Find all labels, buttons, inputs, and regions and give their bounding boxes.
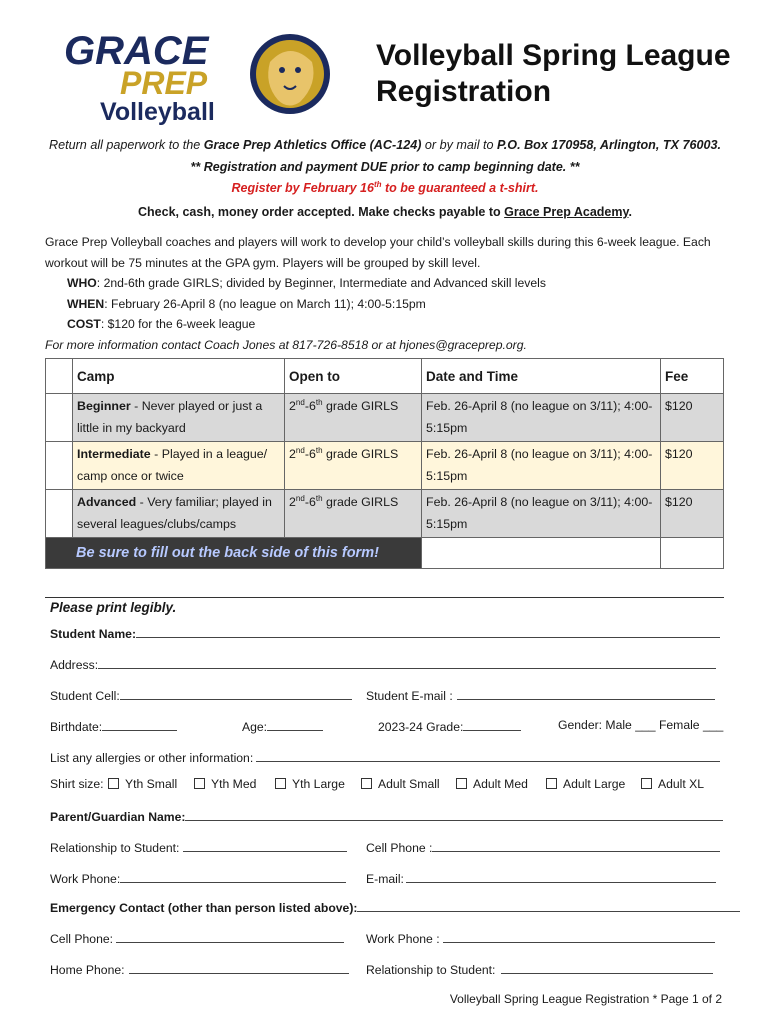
camp-cell: Beginner - Never played or just a little in my backyard bbox=[73, 394, 285, 442]
date-cell: Feb. 26-April 8 (no league on 3/11); 4:00-5:15pm bbox=[422, 490, 661, 538]
shirt-adult-med-checkbox[interactable]: Adult Med bbox=[456, 777, 528, 791]
relationship-field[interactable]: Relationship to Student: bbox=[50, 839, 347, 855]
logo-prep-text: PREP bbox=[120, 65, 208, 101]
league-description bbox=[45, 232, 735, 355]
who-line: WHO: 2nd-6th grade GIRLS; divided by Beginner, Intermediate and Advanced skill levels bbox=[67, 276, 546, 290]
emergency-work-field[interactable]: Work Phone : bbox=[366, 930, 715, 946]
page-footer: Volleyball Spring League Registration * Page 1 of 2 bbox=[449, 992, 722, 1006]
table-row bbox=[46, 490, 724, 538]
email-field[interactable]: E-mail: bbox=[366, 870, 716, 886]
shirt-size-label: Shirt size: bbox=[50, 777, 104, 791]
payment-notice: Check, cash, money order accepted. Make checks payable to Grace Prep Academy. bbox=[138, 205, 632, 219]
address-field[interactable]: Address: bbox=[50, 656, 716, 672]
table-row bbox=[46, 442, 724, 490]
shirt-yth-small-checkbox[interactable]: Yth Small bbox=[108, 777, 177, 791]
fee-cell: $120 bbox=[661, 490, 724, 538]
shirt-yth-med-checkbox[interactable]: Yth Med bbox=[194, 777, 256, 791]
shirt-yth-large-checkbox[interactable]: Yth Large bbox=[275, 777, 345, 791]
when-line: WHEN: February 26-April 8 (no league on March 11); 4:00-5:15pm bbox=[67, 296, 426, 311]
student-cell-field[interactable]: Student Cell: bbox=[50, 687, 352, 703]
emergency-relationship-field[interactable]: Relationship to Student: bbox=[366, 961, 713, 977]
allergies-field[interactable]: List any allergies or other information: bbox=[50, 749, 720, 765]
shirt-adult-small-checkbox[interactable]: Adult Small bbox=[361, 777, 440, 791]
tshirt-deadline-notice: Register by February 16th to be guaranteed a t-shirt. bbox=[231, 179, 539, 195]
cost-line: COST: $120 for the 6-week league bbox=[67, 317, 256, 331]
parent-name-field[interactable]: Parent/Guardian Name: bbox=[50, 808, 723, 824]
age-field[interactable]: Age: bbox=[242, 718, 323, 734]
contact-line: For more information contact Coach Jones at 817-726-8518 or at hjones@graceprep.org. bbox=[45, 337, 527, 352]
fee-cell: $120 bbox=[661, 394, 724, 442]
lion-head-icon bbox=[250, 34, 330, 114]
date-cell: Feb. 26-April 8 (no league on 3/11); 4:00-5:15pm bbox=[422, 442, 661, 490]
form-divider bbox=[45, 597, 724, 598]
header-open-to: Open to bbox=[285, 359, 422, 394]
student-email-field[interactable]: Student E-mail : bbox=[366, 687, 715, 703]
shirt-adult-large-checkbox[interactable]: Adult Large bbox=[546, 777, 625, 791]
camp-table bbox=[45, 358, 724, 569]
logo-volleyball-text: Volleyball bbox=[100, 98, 215, 126]
emergency-cell-field[interactable]: Cell Phone: bbox=[50, 930, 344, 946]
birthdate-field[interactable]: Birthdate: bbox=[50, 718, 177, 734]
student-name-field[interactable]: Student Name: bbox=[50, 625, 720, 641]
logo-grace-text: GRACE bbox=[64, 29, 209, 73]
emergency-contact-field[interactable]: Emergency Contact (other than person listed above): bbox=[50, 899, 740, 915]
table-row bbox=[46, 394, 724, 442]
table-header-row bbox=[46, 359, 724, 394]
shirt-adult-xl-checkbox[interactable]: Adult XL bbox=[641, 777, 704, 791]
work-phone-field[interactable]: Work Phone: bbox=[50, 870, 346, 886]
open-to-cell: 2nd-6th grade GIRLS bbox=[285, 442, 422, 490]
payee-link: Grace Prep Academy bbox=[504, 205, 629, 219]
back-side-banner: Be sure to fill out the back side of this form! bbox=[46, 538, 422, 569]
intro-paragraph: Grace Prep Volleyball coaches and players will work to develop your child’s volleyball skills during this 6-week league. Each workout will be 75 minutes at the GPA gym. Players will be grouped by skill level. bbox=[45, 235, 711, 270]
grace-prep-logo bbox=[60, 22, 340, 132]
date-cell: Feb. 26-April 8 (no league on 3/11); 4:00-5:15pm bbox=[422, 394, 661, 442]
header-date-time: Date and Time bbox=[422, 359, 661, 394]
camp-cell: Advanced - Very familiar; played in several leagues/clubs/camps bbox=[73, 490, 285, 538]
print-legibly-heading: Please print legibly. bbox=[50, 600, 177, 615]
open-to-cell: 2nd-6th grade GIRLS bbox=[285, 490, 422, 538]
due-notice: ** Registration and payment DUE prior to camp beginning date. ** bbox=[190, 160, 580, 174]
cell-phone-field[interactable]: Cell Phone : bbox=[366, 839, 720, 855]
camp-cell: Intermediate - Played in a league/ camp once or twice bbox=[73, 442, 285, 490]
banner-row bbox=[46, 538, 724, 569]
page-title: Volleyball Spring League Registration bbox=[376, 39, 731, 108]
emergency-home-field[interactable]: Home Phone: bbox=[50, 961, 349, 977]
gender-field[interactable]: Gender: Male ___ Female ___ bbox=[558, 718, 724, 732]
header-camp: Camp bbox=[73, 359, 285, 394]
grade-field[interactable]: 2023-24 Grade: bbox=[378, 718, 521, 734]
open-to-cell: 2nd-6th grade GIRLS bbox=[285, 394, 422, 442]
header-fee: Fee bbox=[661, 359, 724, 394]
return-paperwork-notice: Return all paperwork to the Grace Prep Athletics Office (AC-124) or by mail to P.O. Box 170958, Arlington, TX 76003. bbox=[49, 138, 721, 152]
fee-cell: $120 bbox=[661, 442, 724, 490]
